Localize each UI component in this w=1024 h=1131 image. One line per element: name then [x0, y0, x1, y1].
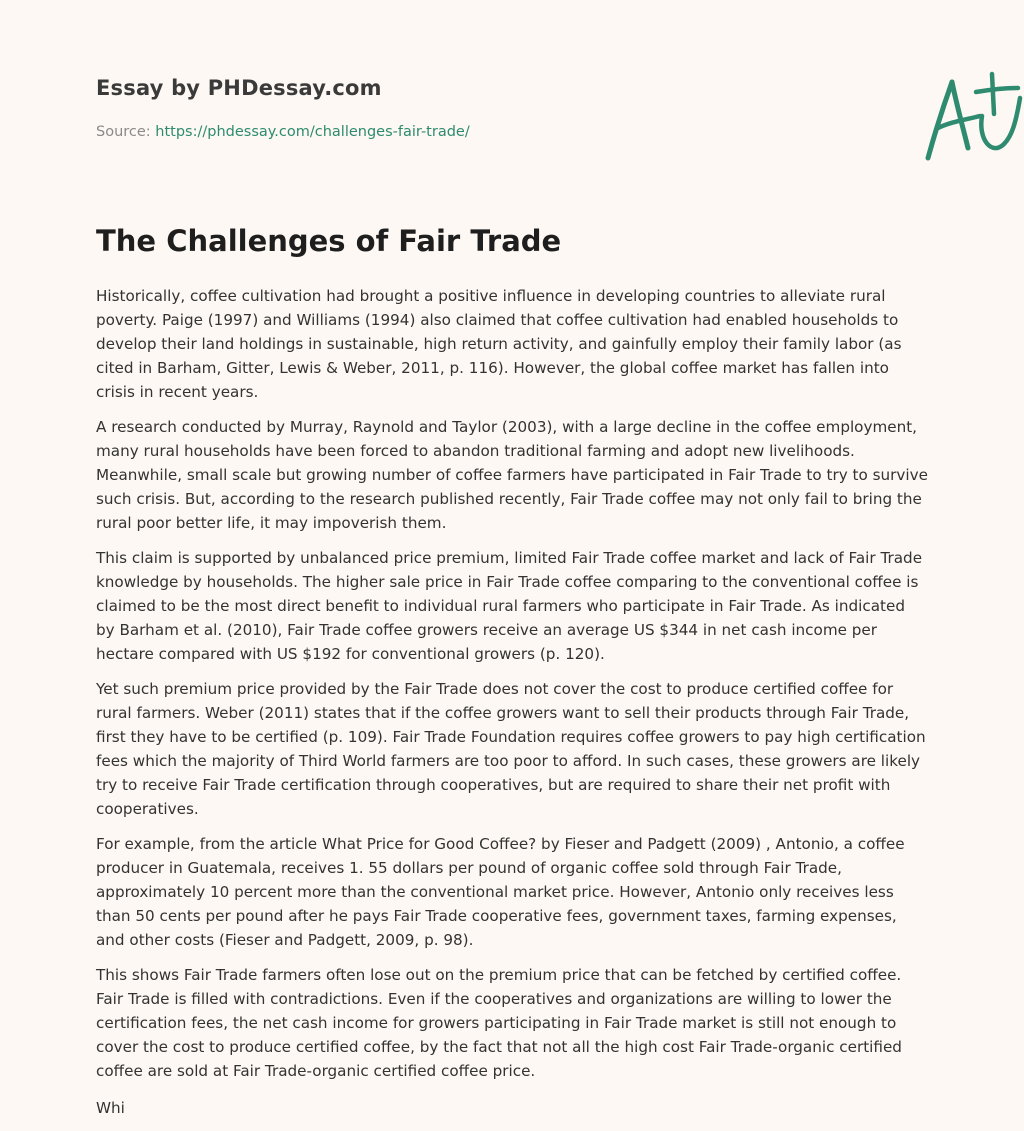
essay-paragraph: Historically, coffee cultivation had brought a positive influence in developing countries to alleviate rural poverty. Paige (1997) and Williams (1994) also claimed that coffee cultivation had enabled households to develop their land holdings in sustainable, high return activity, and gainfully employ their family labor (as cited in Barham, Gitter, Lewis & Weber, 2011, p. 116). However, the global coffee market has fallen into crisis in recent years. — [96, 287, 902, 401]
source-link[interactable]: https://phdessay.com/challenges-fair-trade/ — [155, 124, 470, 140]
site-title: Essay by PHDessay.com — [96, 76, 382, 100]
essay-paragraph: This shows Fair Trade farmers often lose out on the premium price that can be fetched by certified coffee. Fair Trade is filled with contradictions. Even if the cooperatives and organizations are willing to lower the certification fees, the net cash income for growers participating in Fair Trade market is still not enough to cover the cost to produce certified coffee, by the fact that not all the high cost Fair Trade-organic certified coffee are sold at Fair Trade-organic certified coffee price. — [96, 966, 902, 1080]
essay-paragraph: This claim is supported by unbalanced price premium, limited Fair Trade coffee market and lack of Fair Trade knowledge by households. The higher sale price in Fair Trade coffee comparing to the conventional coffee is claimed to be the most direct benefit to individual rural farmers who participate in Fair Trade. As indicated by Barham et al. (2010), Fair Trade coffee growers receive an average US $344 in net cash income per hectare compared with US $192 for conventional growers (p. 120). — [96, 549, 923, 663]
essay-title: The Challenges of Fair Trade — [96, 224, 562, 258]
a-plus-logo-icon — [916, 66, 1024, 166]
essay-paragraph: Yet such premium price provided by the Fair Trade does not cover the cost to produce certified coffee for rural farmers. Weber (2011) states that if the coffee growers want to sell their products through Fair Trade, first they have to be certified (p. 109). Fair Trade Foundation requires coffee growers to pay high certification fees which the majority of Third World farmers are too poor to afford. In such cases, these growers are likely try to receive Fair Trade certification through cooperatives, but are required to share their net profit with cooperatives. — [96, 680, 926, 818]
essay-body — [96, 284, 928, 1131]
source-line — [96, 124, 470, 140]
truncated-paragraph: Whi — [96, 1099, 125, 1117]
essay-paragraph: A research conducted by Murray, Raynold and Taylor (2003), with a large decline in the coffee employment, many rural households have been forced to abandon traditional farming and adopt new livelihoods. Meanwhile, small scale but growing number of coffee farmers have participated in Fair Trade to try to survive such crisis. But, according to the research published recently, Fair Trade coffee may not only fail to bring the rural poor better life, it may impoverish them. — [96, 418, 928, 532]
source-label: Source: — [96, 124, 156, 140]
essay-paragraph: For example, from the article What Price for Good Coffee? by Fieser and Padgett (2009) , Antonio, a coffee producer in Guatemala, receives 1. 55 dollars per pound of organic coffee sold through Fair Trade, approximately 10 percent more than the conventional market price. However, Antonio only receives less than 50 cents per pound after he pays Fair Trade cooperative fees, government taxes, farming expenses, and other costs (Fieser and Padgett, 2009, p. 98). — [96, 835, 905, 949]
